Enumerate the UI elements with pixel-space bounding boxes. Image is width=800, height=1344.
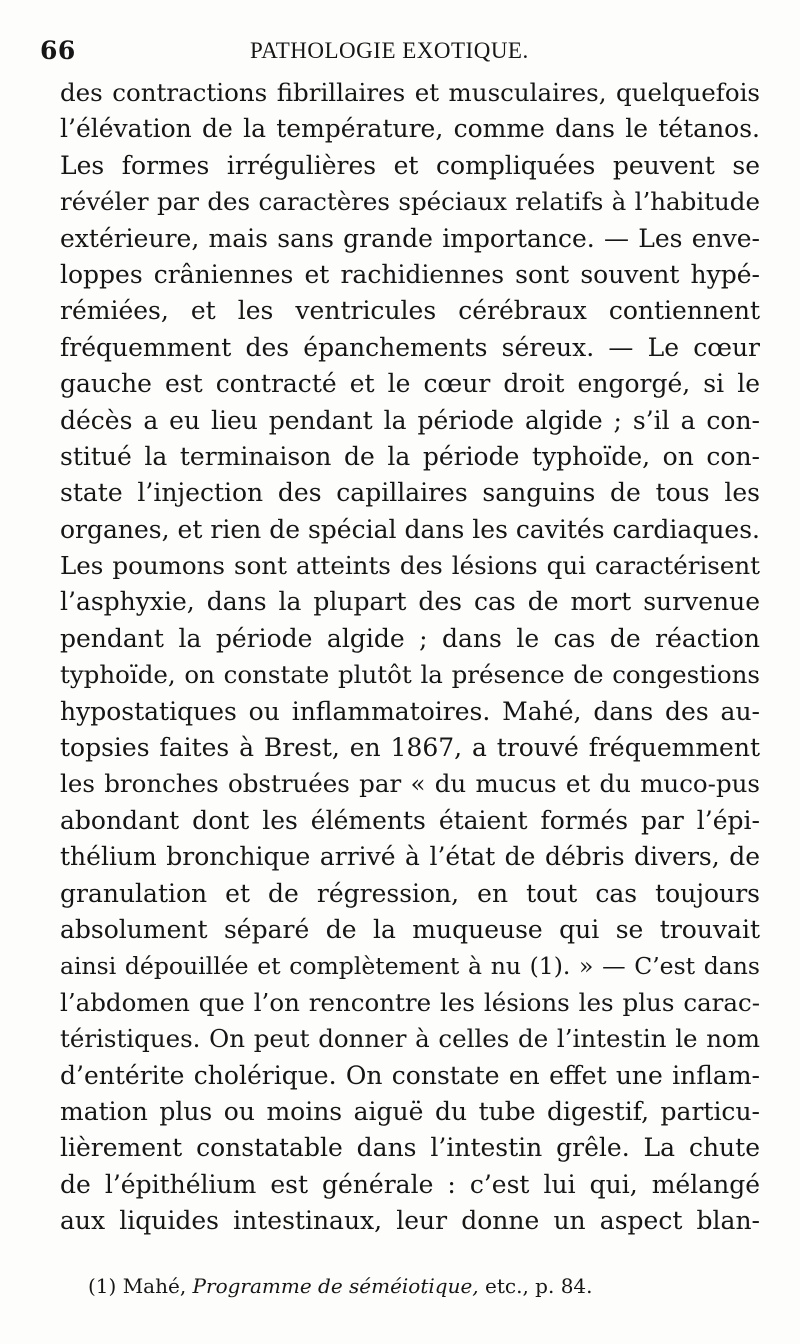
text-line: Les poumons sont atteints des lésions qui caractérisent — [60, 551, 760, 581]
text-line: hypostatiques ou inflammatoires. Mahé, dans des au- — [60, 696, 760, 726]
footnote-reference: etc., p. 84. — [485, 1274, 593, 1298]
text-line: des contractions fibrillaires et musculaires, quelquefois — [60, 78, 760, 107]
text-line: stitué la terminaison de la période typhoïde, on con- — [60, 441, 760, 471]
text-line: ainsi dépouillée et complètement à nu (1). » — C’est dans — [60, 952, 760, 981]
text-line: lièrement constatable dans l’intestin grêle. La chute — [60, 1133, 760, 1163]
text-line: thélium bronchique arrivé à l’état de débris divers, de — [60, 842, 760, 872]
text-line: l’abdomen que l’on rencontre les lésions les plus carac- — [60, 987, 760, 1017]
footnote-title: Programme de séméiotique, — [192, 1274, 479, 1298]
text-line: décès a eu lieu pendant la période algide ; s’il a con- — [60, 405, 760, 435]
footnote — [88, 1272, 593, 1300]
text-line: topsies faites à Brest, en 1867, a trouvé fréquemment — [60, 733, 760, 763]
text-line: les bronches obstruées par « du mucus et du muco-pus — [60, 769, 760, 799]
page-header — [40, 28, 780, 68]
text-line: loppes crâniennes et rachidiennes sont souvent hypé- — [60, 259, 760, 289]
text-line: d’entérite cholérique. On constate en effet une inflam- — [60, 1060, 760, 1090]
text-line: de l’épithélium est générale : c’est lui qui, mélangé — [60, 1169, 760, 1199]
text-line: l’asphyxie, dans la plupart des cas de mort survenue — [60, 587, 760, 617]
body-text — [60, 75, 760, 1240]
text-line: l’élévation de la température, comme dans le tétanos. — [60, 114, 760, 144]
text-line: organes, et rien de spécial dans les cavités cardiaques. — [60, 514, 760, 544]
text-line: fréquemment des épanchements séreux. — Le cœur — [60, 332, 760, 362]
footnote-marker: (1) — [88, 1274, 117, 1298]
text-line: pendant la période algide ; dans le cas de réaction — [60, 623, 760, 653]
text-line: Les formes irrégulières et compliquées peuvent se — [60, 150, 760, 180]
footnote-author: Mahé, — [122, 1274, 187, 1298]
text-line: granulation et de régression, en tout cas toujours — [60, 878, 760, 908]
text-line: rémiées, et les ventricules cérébraux contiennent — [60, 296, 760, 326]
text-line: gauche est contracté et le cœur droit engorgé, si le — [60, 369, 760, 399]
text-line: state l’injection des capillaires sanguins de tous les — [60, 478, 760, 508]
text-line: mation plus ou moins aiguë du tube digestif, particu- — [60, 1096, 760, 1126]
text-line: révéler par des caractères spéciaux relatifs à l’habitude — [60, 187, 760, 217]
text-line: téristiques. On peut donner à celles de l’intestin le nom — [60, 1024, 760, 1054]
page-number: 66 — [40, 36, 76, 65]
text-line: aux liquides intestinaux, leur donne un aspect blan- — [60, 1206, 760, 1236]
running-title: PATHOLOGIE EXOTIQUE. — [250, 38, 529, 63]
text-line: absolument séparé de la muqueuse qui se trouvait — [60, 914, 760, 944]
text-line: abondant dont les éléments étaient formés par l’épi- — [60, 805, 760, 835]
text-line: extérieure, mais sans grande importance. — Les enve- — [60, 223, 760, 253]
text-line: typhoïde, on constate plutôt la présence de congestions — [60, 660, 760, 690]
